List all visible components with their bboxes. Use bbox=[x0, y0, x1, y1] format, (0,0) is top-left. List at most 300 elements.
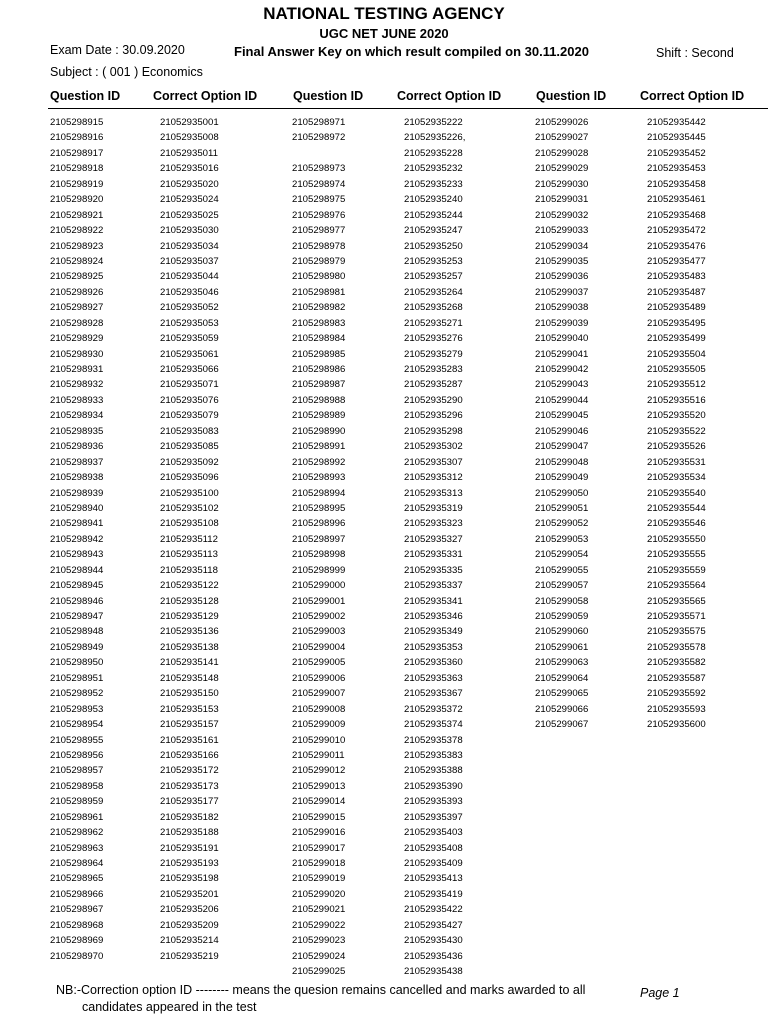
correct-option-id-cell: 21052935505 bbox=[647, 364, 706, 375]
correct-option-id-cell: 21052935353 bbox=[404, 641, 463, 653]
question-id-cell: 2105299012 bbox=[292, 765, 346, 777]
correct-option-id-cell: 21052935008 bbox=[160, 132, 219, 144]
correct-option-id-cell: 21052935346 bbox=[404, 611, 463, 622]
header-correct-option-id-3: Correct Option ID bbox=[640, 89, 745, 103]
question-id-cell: 2105299037 bbox=[535, 286, 589, 298]
question-id-cell: 2105298951 bbox=[50, 672, 104, 684]
question-id-cell: 2105298998 bbox=[292, 549, 346, 561]
question-id-cell: 2105298943 bbox=[50, 549, 104, 561]
question-id-cell: 2105299064 bbox=[535, 672, 589, 684]
header-question-id-3: Question ID bbox=[536, 89, 607, 103]
correct-option-id-cell: 21052935083 bbox=[160, 425, 219, 437]
question-id-cell: 2105299050 bbox=[535, 487, 589, 499]
correct-option-id-cell: 21052935296 bbox=[404, 410, 463, 422]
question-id-cell: 2105298918 bbox=[50, 163, 104, 175]
correct-option-id-cell: 21052935150 bbox=[160, 688, 219, 700]
question-id-cell: 2105298942 bbox=[50, 533, 104, 545]
question-id-cell: 2105299005 bbox=[292, 657, 346, 669]
question-id-cell: 2105298969 bbox=[50, 935, 104, 947]
correct-option-id-cell: 21052935331 bbox=[404, 549, 463, 561]
question-id-cell: 2105298917 bbox=[50, 147, 104, 159]
correct-option-id-cell: 21052935483 bbox=[647, 271, 706, 283]
correct-option-id-cell: 21052935253 bbox=[404, 255, 463, 267]
question-id-cell: 2105299055 bbox=[535, 564, 589, 576]
correct-option-id-cell: 21052935575 bbox=[647, 626, 706, 638]
correct-option-id-cell: 21052935250 bbox=[404, 240, 463, 252]
question-id-cell: 2105298981 bbox=[292, 286, 346, 298]
question-id-cell: 2105299003 bbox=[292, 626, 346, 638]
correct-option-id-cell: 21052935206 bbox=[160, 904, 219, 916]
question-id-cell: 2105298979 bbox=[292, 255, 346, 267]
question-id-cell: 2105299051 bbox=[535, 502, 589, 514]
question-id-cell: 2105298995 bbox=[292, 502, 346, 514]
question-id-cell: 2105299036 bbox=[535, 271, 589, 283]
correct-option-id-cell: 21052935173 bbox=[160, 780, 219, 792]
correct-option-id-cell: 21052935100 bbox=[160, 487, 219, 499]
correct-option-id-cell: 21052935307 bbox=[404, 456, 463, 468]
correct-option-id-cell: 21052935403 bbox=[404, 827, 463, 839]
correct-option-id-cell: 21052935438 bbox=[404, 966, 463, 978]
correct-option-id-cell: 21052935025 bbox=[160, 209, 219, 221]
question-id-cell: 2105298997 bbox=[292, 533, 346, 545]
question-id-cell: 2105299035 bbox=[535, 255, 589, 267]
question-id-cell: 2105298925 bbox=[50, 271, 104, 283]
correct-option-id-cell: 21052935341 bbox=[404, 595, 463, 607]
question-id-cell: 2105299023 bbox=[292, 935, 346, 947]
correct-option-id-cell: 21052935112 bbox=[160, 533, 218, 545]
question-id-cell: 2105298993 bbox=[292, 472, 346, 484]
question-id-cell: 2105298985 bbox=[292, 348, 346, 360]
question-id-cell: 2105299065 bbox=[535, 688, 589, 700]
question-id-cell: 2105298923 bbox=[50, 240, 104, 252]
correct-option-id-cell: 21052935378 bbox=[404, 734, 463, 746]
question-id-cell: 2105299004 bbox=[292, 641, 346, 653]
correct-option-id-cell: 21052935408 bbox=[404, 842, 463, 854]
question-id-cell: 2105298929 bbox=[50, 333, 104, 345]
correct-option-id-cell: 21052935287 bbox=[404, 379, 463, 391]
correct-option-id-cell: 21052935044 bbox=[160, 271, 219, 283]
question-id-cell: 2105299028 bbox=[535, 147, 589, 159]
question-id-cell: 2105298955 bbox=[50, 734, 104, 746]
question-id-cell: 2105299058 bbox=[535, 595, 589, 607]
agency-title: NATIONAL TESTING AGENCY bbox=[263, 4, 505, 23]
question-id-cell: 2105298963 bbox=[50, 842, 104, 854]
exam-title: UGC NET JUNE 2020 bbox=[319, 26, 449, 41]
question-id-cell: 2105298972 bbox=[292, 132, 346, 144]
correct-option-id-cell: 21052935228 bbox=[404, 147, 463, 159]
correct-option-id-cell: 21052935046 bbox=[160, 286, 219, 298]
correct-option-id-cell: 21052935201 bbox=[160, 888, 219, 900]
correct-option-id-cell: 21052935214 bbox=[160, 935, 219, 947]
correct-option-id-cell: 21052935085 bbox=[160, 441, 219, 453]
correct-option-id-cell: 21052935138 bbox=[160, 641, 219, 653]
correct-option-id-cell: 21052935071 bbox=[160, 379, 219, 391]
column-correct-option-id-2 bbox=[404, 115, 465, 980]
correct-option-id-cell: 21052935001 bbox=[160, 117, 219, 128]
question-id-cell: 2105298956 bbox=[50, 749, 104, 761]
question-id-cell: 2105298984 bbox=[292, 333, 346, 345]
question-id-cell: 2105299010 bbox=[292, 734, 346, 746]
question-id-cell: 2105299045 bbox=[535, 410, 589, 422]
question-id-cell: 2105299025 bbox=[292, 966, 346, 978]
question-id-cell: 2105299021 bbox=[292, 904, 346, 916]
correct-option-id-cell: 21052935546 bbox=[647, 518, 706, 530]
question-id-cell: 2105298987 bbox=[292, 379, 346, 391]
correct-option-id-cell: 21052935279 bbox=[404, 348, 463, 360]
correct-option-id-cell: 21052935564 bbox=[647, 580, 706, 592]
correct-option-id-cell: 21052935452 bbox=[647, 147, 706, 159]
question-id-cell: 2105299061 bbox=[535, 641, 589, 653]
question-id-cell: 2105298962 bbox=[50, 827, 104, 839]
correct-option-id-cell: 21052935559 bbox=[647, 564, 706, 576]
correct-option-id-cell: 21052935430 bbox=[404, 935, 463, 947]
question-id-cell: 2105299041 bbox=[535, 348, 589, 360]
question-id-cell: 2105299032 bbox=[535, 209, 589, 221]
correct-option-id-cell: 21052935188 bbox=[160, 827, 219, 839]
question-id-cell: 2105298936 bbox=[50, 441, 104, 453]
question-id-cell: 2105298941 bbox=[50, 518, 104, 530]
question-id-cell: 2105299066 bbox=[535, 703, 589, 715]
correct-option-id-cell: 21052935257 bbox=[404, 271, 463, 283]
question-id-cell: 2105299001 bbox=[292, 595, 346, 607]
shift-label: Shift : Second bbox=[656, 46, 734, 60]
correct-option-id-cell: 21052935367 bbox=[404, 688, 463, 700]
question-id-cell: 2105299031 bbox=[535, 194, 589, 206]
question-id-cell: 2105298973 bbox=[292, 163, 346, 175]
correct-option-id-cell: 21052935232 bbox=[404, 163, 463, 175]
question-id-cell: 2105299013 bbox=[292, 780, 346, 792]
question-id-cell: 2105299067 bbox=[535, 719, 589, 731]
correct-option-id-cell: 21052935016 bbox=[160, 163, 219, 175]
correct-option-id-cell: 21052935177 bbox=[160, 796, 219, 808]
correct-option-id-cell: 21052935037 bbox=[160, 255, 219, 267]
correct-option-id-cell: 21052935233 bbox=[404, 178, 463, 190]
question-id-cell: 2105298953 bbox=[50, 703, 104, 715]
question-id-cell: 2105299018 bbox=[292, 858, 346, 869]
correct-option-id-cell: 21052935427 bbox=[404, 919, 463, 931]
question-id-cell: 2105298938 bbox=[50, 472, 104, 484]
question-id-cell: 2105298915 bbox=[50, 117, 104, 128]
correct-option-id-cell: 21052935337 bbox=[404, 580, 463, 592]
question-id-cell: 2105298924 bbox=[50, 255, 104, 267]
correct-option-id-cell: 21052935374 bbox=[404, 719, 463, 731]
correct-option-id-cell: 21052935059 bbox=[160, 333, 219, 345]
correct-option-id-cell: 21052935327 bbox=[404, 533, 463, 545]
correct-option-id-cell: 21052935148 bbox=[160, 672, 219, 684]
correct-option-id-cell: 21052935582 bbox=[647, 657, 706, 669]
correct-option-id-cell: 21052935544 bbox=[647, 502, 706, 514]
correct-option-id-cell: 21052935600 bbox=[647, 719, 706, 731]
question-id-cell: 2105298937 bbox=[50, 456, 104, 468]
correct-option-id-cell: 21052935222 bbox=[404, 117, 463, 128]
question-id-cell: 2105298967 bbox=[50, 904, 104, 916]
correct-option-id-cell: 21052935128 bbox=[160, 595, 219, 607]
question-id-cell: 2105298982 bbox=[292, 302, 346, 314]
correct-option-id-cell: 21052935283 bbox=[404, 364, 463, 375]
correct-option-id-cell: 21052935372 bbox=[404, 703, 463, 715]
correct-option-id-cell: 21052935409 bbox=[404, 858, 463, 869]
question-id-cell: 2105298957 bbox=[50, 765, 104, 777]
correct-option-id-cell: 21052935122 bbox=[160, 580, 219, 592]
correct-option-id-cell: 21052935360 bbox=[404, 657, 463, 669]
question-id-cell: 2105299024 bbox=[292, 950, 346, 962]
correct-option-id-cell: 21052935476 bbox=[647, 240, 706, 252]
correct-option-id-cell: 21052935061 bbox=[160, 348, 219, 360]
question-id-cell: 2105298952 bbox=[50, 688, 104, 700]
question-id-cell: 2105298947 bbox=[50, 611, 104, 622]
correct-option-id-cell: 21052935191 bbox=[160, 842, 219, 854]
question-id-cell: 2105298991 bbox=[292, 441, 346, 453]
column-correct-option-id-3 bbox=[647, 115, 706, 733]
correct-option-id-cell: 21052935383 bbox=[404, 749, 463, 761]
question-id-cell: 2105299000 bbox=[292, 580, 346, 592]
question-id-cell: 2105298931 bbox=[50, 364, 104, 375]
question-id-cell: 2105299017 bbox=[292, 842, 346, 854]
question-id-cell: 2105299048 bbox=[535, 456, 589, 468]
final-answer-key-title: Final Answer Key on which result compiled on 30.11.2020 bbox=[234, 44, 589, 59]
correct-option-id-cell: 21052935076 bbox=[160, 394, 219, 406]
correct-option-id-cell: 21052935092 bbox=[160, 456, 219, 468]
correct-option-id-cell: 21052935268 bbox=[404, 302, 463, 314]
question-id-cell: 2105298970 bbox=[50, 950, 104, 962]
question-id-cell bbox=[292, 146, 345, 161]
correct-option-id-cell: 21052935290 bbox=[404, 394, 463, 406]
correct-option-id-cell: 21052935108 bbox=[160, 518, 219, 530]
correct-option-id-cell: 21052935129 bbox=[160, 611, 219, 622]
question-id-cell: 2105299002 bbox=[292, 611, 346, 622]
footnote-line-1: NB:-Correction option ID -------- means the quesion remains cancelled and marks awarded to all bbox=[56, 983, 586, 997]
question-id-cell: 2105298944 bbox=[50, 564, 104, 576]
question-id-cell: 2105299049 bbox=[535, 472, 589, 484]
question-id-cell: 2105299042 bbox=[535, 364, 589, 375]
correct-option-id-cell: 21052935219 bbox=[160, 950, 219, 962]
correct-option-id-cell: 21052935419 bbox=[404, 888, 463, 900]
column-question-id-2 bbox=[292, 115, 345, 980]
correct-option-id-cell: 21052935472 bbox=[647, 225, 706, 237]
question-id-cell: 2105299044 bbox=[535, 394, 589, 406]
correct-option-id-cell: 21052935319 bbox=[404, 502, 463, 514]
question-id-cell: 2105299007 bbox=[292, 688, 346, 700]
question-id-cell: 2105299034 bbox=[535, 240, 589, 252]
correct-option-id-cell: 21052935578 bbox=[647, 641, 706, 653]
question-id-cell: 2105299057 bbox=[535, 580, 589, 592]
question-id-cell: 2105298961 bbox=[50, 811, 104, 823]
question-id-cell: 2105298949 bbox=[50, 641, 104, 653]
correct-option-id-cell: 21052935534 bbox=[647, 472, 706, 484]
correct-option-id-cell: 21052935113 bbox=[160, 549, 218, 561]
header-question-id-1: Question ID bbox=[50, 89, 121, 103]
question-id-cell: 2105298926 bbox=[50, 286, 104, 298]
question-id-cell: 2105299020 bbox=[292, 888, 346, 900]
question-id-cell: 2105299029 bbox=[535, 163, 589, 175]
correct-option-id-cell: 21052935393 bbox=[404, 796, 463, 808]
question-id-cell: 2105299019 bbox=[292, 873, 346, 885]
correct-option-id-cell: 21052935096 bbox=[160, 472, 219, 484]
correct-option-id-cell: 21052935468 bbox=[647, 209, 706, 221]
question-id-cell: 2105298958 bbox=[50, 780, 104, 792]
question-id-cell: 2105299060 bbox=[535, 626, 589, 638]
correct-option-id-cell: 21052935053 bbox=[160, 317, 219, 329]
correct-option-id-cell: 21052935136 bbox=[160, 626, 219, 638]
correct-option-id-cell: 21052935540 bbox=[647, 487, 706, 499]
correct-option-id-cell: 21052935024 bbox=[160, 194, 219, 206]
correct-option-id-cell: 21052935504 bbox=[647, 348, 706, 360]
correct-option-id-cell: 21052935495 bbox=[647, 317, 706, 329]
question-id-cell: 2105298983 bbox=[292, 317, 346, 329]
correct-option-id-cell: 21052935079 bbox=[160, 410, 219, 422]
question-id-cell: 2105298990 bbox=[292, 425, 346, 437]
correct-option-id-cell: 21052935526 bbox=[647, 441, 706, 453]
correct-option-id-cell: 21052935499 bbox=[647, 333, 706, 345]
question-id-cell: 2105298922 bbox=[50, 225, 104, 237]
correct-option-id-cell: 21052935461 bbox=[647, 194, 706, 206]
question-id-cell: 2105298971 bbox=[292, 117, 346, 128]
question-id-cell: 2105299046 bbox=[535, 425, 589, 437]
question-id-cell: 2105299033 bbox=[535, 225, 589, 237]
correct-option-id-cell: 21052935157 bbox=[160, 719, 219, 731]
correct-option-id-cell: 21052935550 bbox=[647, 533, 706, 545]
question-id-cell: 2105299059 bbox=[535, 611, 589, 622]
question-id-cell: 2105298939 bbox=[50, 487, 104, 499]
question-id-cell: 2105299030 bbox=[535, 178, 589, 190]
question-id-cell: 2105298940 bbox=[50, 502, 104, 514]
correct-option-id-cell: 21052935453 bbox=[647, 163, 706, 175]
correct-option-id-cell: 21052935166 bbox=[160, 749, 219, 761]
correct-option-id-cell: 21052935593 bbox=[647, 703, 706, 715]
question-id-cell: 2105298966 bbox=[50, 888, 104, 900]
correct-option-id-cell: 21052935034 bbox=[160, 240, 219, 252]
correct-option-id-cell: 21052935445 bbox=[647, 132, 706, 144]
correct-option-id-cell: 21052935020 bbox=[160, 178, 219, 190]
question-id-cell: 2105298996 bbox=[292, 518, 346, 530]
question-id-cell: 2105299006 bbox=[292, 672, 346, 684]
correct-option-id-cell: 21052935571 bbox=[647, 611, 706, 622]
question-id-cell: 2105299015 bbox=[292, 811, 346, 823]
correct-option-id-cell: 21052935264 bbox=[404, 286, 463, 298]
question-id-cell: 2105299011 bbox=[292, 749, 345, 761]
correct-option-id-cell: 21052935388 bbox=[404, 765, 463, 777]
correct-option-id-cell: 21052935436 bbox=[404, 950, 463, 962]
correct-option-id-cell: 21052935030 bbox=[160, 225, 219, 237]
exam-date: Exam Date : 30.09.2020 bbox=[50, 43, 185, 57]
correct-option-id-cell: 21052935182 bbox=[160, 811, 219, 823]
correct-option-id-cell: 21052935516 bbox=[647, 394, 706, 406]
question-id-cell: 2105298934 bbox=[50, 410, 104, 422]
correct-option-id-cell: 21052935244 bbox=[404, 209, 463, 221]
correct-option-id-cell: 21052935276 bbox=[404, 333, 463, 345]
question-id-cell: 2105298948 bbox=[50, 626, 104, 638]
question-id-cell: 2105298977 bbox=[292, 225, 346, 237]
question-id-cell: 2105299027 bbox=[535, 132, 589, 144]
correct-option-id-cell: 21052935052 bbox=[160, 302, 219, 314]
correct-option-id-cell: 21052935198 bbox=[160, 873, 219, 885]
question-id-cell: 2105298919 bbox=[50, 178, 104, 190]
correct-option-id-cell: 21052935226, bbox=[404, 132, 466, 144]
correct-option-id-cell: 21052935247 bbox=[404, 225, 463, 237]
correct-option-id-cell: 21052935363 bbox=[404, 672, 463, 684]
question-id-cell: 2105298935 bbox=[50, 425, 104, 437]
question-id-cell: 2105298933 bbox=[50, 394, 104, 406]
question-id-cell: 2105299014 bbox=[292, 796, 346, 808]
correct-option-id-cell: 21052935313 bbox=[404, 487, 463, 499]
question-id-cell: 2105298946 bbox=[50, 595, 104, 607]
question-id-cell: 2105299016 bbox=[292, 827, 346, 839]
question-id-cell: 2105298978 bbox=[292, 240, 346, 252]
question-id-cell: 2105299063 bbox=[535, 657, 589, 669]
question-id-cell: 2105299047 bbox=[535, 441, 589, 453]
header-correct-option-id-2: Correct Option ID bbox=[397, 89, 502, 103]
question-id-cell: 2105299054 bbox=[535, 549, 589, 561]
question-id-cell: 2105298959 bbox=[50, 796, 104, 808]
question-id-cell: 2105298989 bbox=[292, 410, 346, 422]
question-id-cell: 2105299052 bbox=[535, 518, 589, 530]
correct-option-id-cell: 21052935141 bbox=[160, 657, 219, 669]
question-id-cell: 2105299022 bbox=[292, 919, 346, 931]
question-id-cell: 2105298954 bbox=[50, 719, 104, 731]
correct-option-id-cell: 21052935422 bbox=[404, 904, 463, 916]
question-id-cell: 2105299053 bbox=[535, 533, 589, 545]
question-id-cell: 2105299043 bbox=[535, 379, 589, 391]
question-id-cell: 2105298994 bbox=[292, 487, 346, 499]
correct-option-id-cell: 21052935118 bbox=[160, 564, 218, 576]
correct-option-id-cell: 21052935271 bbox=[404, 317, 463, 329]
question-id-cell: 2105298916 bbox=[50, 132, 104, 144]
correct-option-id-cell: 21052935240 bbox=[404, 194, 463, 206]
correct-option-id-cell: 21052935298 bbox=[404, 425, 463, 437]
question-id-cell: 2105298945 bbox=[50, 580, 104, 592]
correct-option-id-cell: 21052935477 bbox=[647, 255, 706, 267]
correct-option-id-cell: 21052935397 bbox=[404, 811, 463, 823]
header-correct-option-id-1: Correct Option ID bbox=[153, 89, 258, 103]
question-id-cell: 2105298968 bbox=[50, 919, 104, 931]
question-id-cell: 2105298965 bbox=[50, 873, 104, 885]
correct-option-id-cell: 21052935161 bbox=[160, 734, 219, 746]
footnote-line-2: candidates appeared in the test bbox=[82, 1000, 257, 1014]
question-id-cell: 2105299026 bbox=[535, 117, 589, 128]
question-id-cell: 2105298964 bbox=[50, 858, 104, 869]
correct-option-id-cell: 21052935565 bbox=[647, 595, 706, 607]
footnote bbox=[56, 982, 616, 1016]
correct-option-id-cell: 21052935312 bbox=[404, 472, 463, 484]
header-divider bbox=[48, 108, 768, 109]
correct-option-id-cell: 21052935592 bbox=[647, 688, 706, 700]
question-id-cell: 2105298992 bbox=[292, 456, 346, 468]
header-question-id-2: Question ID bbox=[293, 89, 364, 103]
question-id-cell: 2105298988 bbox=[292, 394, 346, 406]
question-id-cell: 2105299008 bbox=[292, 703, 346, 715]
question-id-cell: 2105298927 bbox=[50, 302, 104, 314]
correct-option-id-cell: 21052935522 bbox=[647, 425, 706, 437]
correct-option-id-cell: 21052935458 bbox=[647, 178, 706, 190]
correct-option-id-cell: 21052935102 bbox=[160, 502, 219, 514]
correct-option-id-cell: 21052935512 bbox=[647, 379, 706, 391]
question-id-cell: 2105298921 bbox=[50, 209, 104, 221]
correct-option-id-cell: 21052935335 bbox=[404, 564, 463, 576]
question-id-cell: 2105299038 bbox=[535, 302, 589, 314]
question-id-cell: 2105298920 bbox=[50, 194, 104, 206]
question-id-cell: 2105299009 bbox=[292, 719, 346, 731]
correct-option-id-cell: 21052935520 bbox=[647, 410, 706, 422]
correct-option-id-cell: 21052935323 bbox=[404, 518, 463, 530]
question-id-cell: 2105298986 bbox=[292, 364, 346, 375]
question-id-cell: 2105298932 bbox=[50, 379, 104, 391]
correct-option-id-cell: 21052935531 bbox=[647, 456, 706, 468]
subject-label: Subject : ( 001 ) Economics bbox=[50, 65, 203, 79]
correct-option-id-cell: 21052935302 bbox=[404, 441, 463, 453]
correct-option-id-cell: 21052935587 bbox=[647, 672, 706, 684]
question-id-cell: 2105298930 bbox=[50, 348, 104, 360]
correct-option-id-cell: 21052935489 bbox=[647, 302, 706, 314]
